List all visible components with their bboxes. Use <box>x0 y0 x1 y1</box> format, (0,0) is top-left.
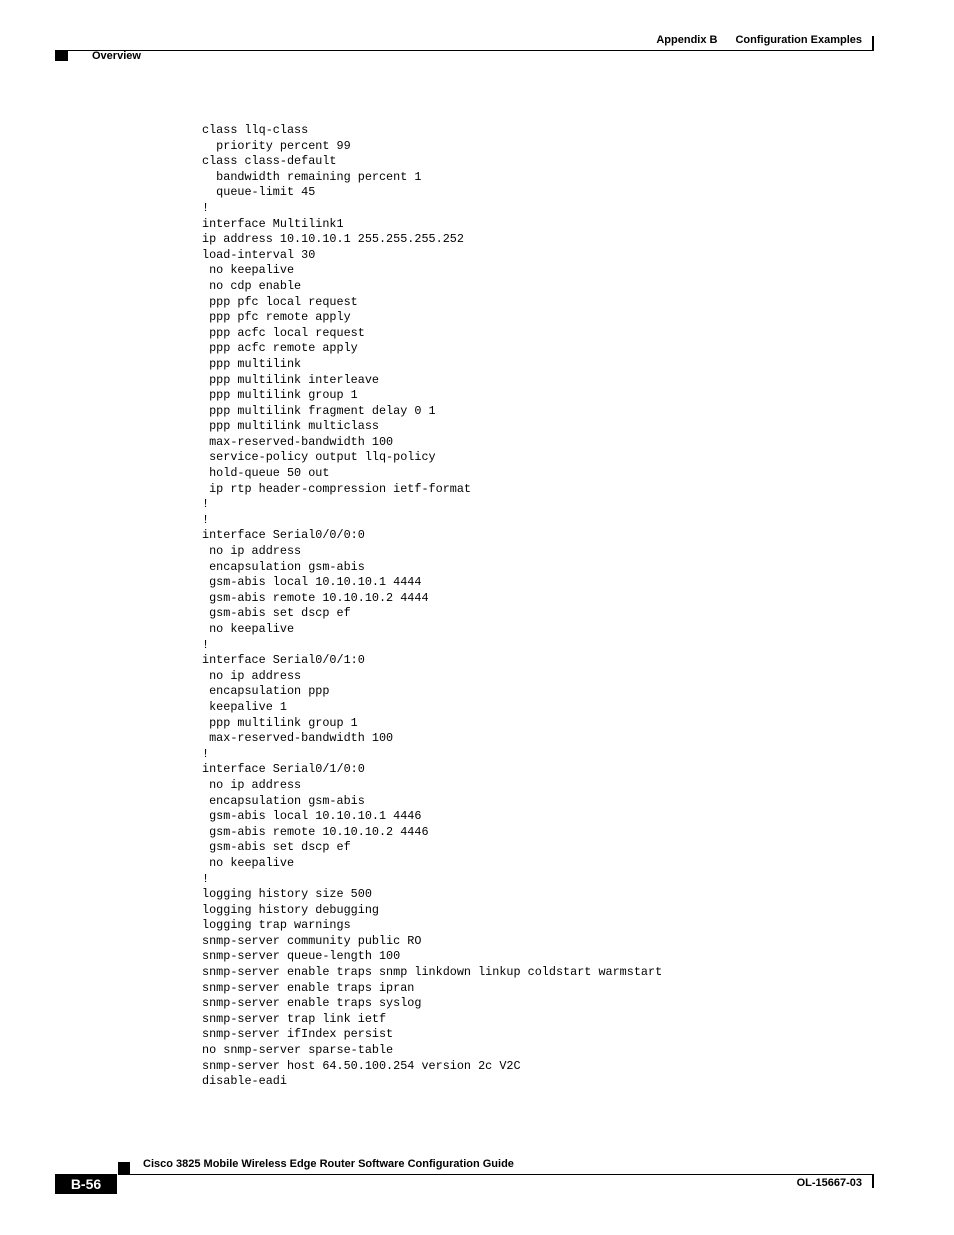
code-line: ! <box>202 512 210 527</box>
code-line: load-interval 30 <box>202 247 316 262</box>
code-line: no keepalive <box>202 263 295 278</box>
code-line: encapsulation gsm-abis <box>202 793 365 808</box>
code-line: snmp-server community public RO <box>202 933 422 948</box>
code-line: gsm-abis local 10.10.10.1 4444 <box>202 575 422 590</box>
code-line: ! <box>202 871 210 886</box>
chapter-title: Configuration Examples <box>735 34 862 46</box>
code-line: logging history size 500 <box>202 887 372 902</box>
code-line: gsm-abis set dscp ef <box>202 840 351 855</box>
code-line: snmp-server queue-length 100 <box>202 949 401 964</box>
code-line: ppp pfc remote apply <box>202 310 351 325</box>
code-line: no ip address <box>202 777 302 792</box>
code-line: interface Multilink1 <box>202 216 344 231</box>
code-line: ! <box>202 746 210 761</box>
code-line: no cdp enable <box>202 278 302 293</box>
code-line: queue-limit 45 <box>202 185 316 200</box>
code-line: class llq-class <box>202 123 309 137</box>
document-id: OL-15667-03 <box>796 1177 862 1189</box>
code-line: logging trap warnings <box>202 918 351 933</box>
code-line: snmp-server host 64.50.100.254 version 2c V2C <box>202 1058 521 1073</box>
code-line: no keepalive <box>202 855 295 870</box>
code-line: no keepalive <box>202 622 295 636</box>
config-code-block <box>202 123 662 1090</box>
code-line: interface Serial0/0/0:0 <box>202 528 365 543</box>
header-tick <box>872 36 874 50</box>
code-line: ppp multilink multiclass <box>202 419 379 434</box>
code-line: gsm-abis remote 10.10.10.2 4444 <box>202 590 429 605</box>
appendix-label: Appendix B <box>656 34 718 46</box>
running-header <box>656 34 862 46</box>
code-line: snmp-server enable traps snmp linkdown linkup coldstart warmstart <box>202 965 663 980</box>
code-line: ! <box>202 637 210 652</box>
page-number: B-56 <box>55 1174 117 1194</box>
code-line: interface Serial0/1/0:0 <box>202 762 365 777</box>
code-line: gsm-abis local 10.10.10.1 4446 <box>202 809 422 824</box>
code-line: interface Serial0/0/1:0 <box>202 653 365 668</box>
code-line: ppp multilink interleave <box>202 372 379 387</box>
code-line: snmp-server trap link ietf <box>202 1011 387 1026</box>
code-line: snmp-server enable traps syslog <box>202 996 422 1011</box>
guide-title: Cisco 3825 Mobile Wireless Edge Router Software Configuration Guide <box>143 1158 514 1170</box>
footer-rule <box>118 1174 874 1175</box>
code-line: ppp multilink fragment delay 0 1 <box>202 403 436 418</box>
code-line: gsm-abis remote 10.10.10.2 4446 <box>202 824 429 839</box>
code-line: ! <box>202 200 210 215</box>
code-line: ppp acfc local request <box>202 325 365 340</box>
code-line: no snmp-server sparse-table <box>202 1043 394 1058</box>
code-line: snmp-server enable traps ipran <box>202 980 415 995</box>
code-line: keepalive 1 <box>202 699 287 714</box>
header-rule <box>68 50 874 51</box>
header-marker <box>55 50 68 61</box>
code-line: class class-default <box>202 154 337 169</box>
code-line: hold-queue 50 out <box>202 466 330 481</box>
code-line: bandwidth remaining percent 1 <box>202 169 422 184</box>
footer-tick <box>872 1174 874 1188</box>
code-line: service-policy output llq-policy <box>202 450 436 465</box>
code-line: snmp-server ifIndex persist <box>202 1027 394 1042</box>
code-line: ppp acfc remote apply <box>202 341 358 356</box>
code-line: priority percent 99 <box>202 138 351 153</box>
code-line: ! <box>202 497 210 512</box>
code-line: ppp pfc local request <box>202 294 358 309</box>
code-line: disable-eadi <box>202 1074 287 1089</box>
code-line: max-reserved-bandwidth 100 <box>202 731 394 746</box>
code-line: logging history debugging <box>202 902 379 917</box>
code-line: encapsulation gsm-abis <box>202 559 365 574</box>
footer-marker <box>118 1162 130 1174</box>
code-line: ppp multilink <box>202 356 302 371</box>
section-title: Overview <box>92 50 141 62</box>
code-line: encapsulation ppp <box>202 684 330 699</box>
code-line: ppp multilink group 1 <box>202 388 358 403</box>
code-line: ip address 10.10.10.1 255.255.255.252 <box>202 232 464 247</box>
code-line: ppp multilink group 1 <box>202 715 358 730</box>
code-line: no ip address <box>202 544 302 559</box>
code-line: max-reserved-bandwidth 100 <box>202 434 394 449</box>
code-line: gsm-abis set dscp ef <box>202 606 351 621</box>
code-line: ip rtp header-compression ietf-format <box>202 481 472 496</box>
code-line: no ip address <box>202 668 302 683</box>
